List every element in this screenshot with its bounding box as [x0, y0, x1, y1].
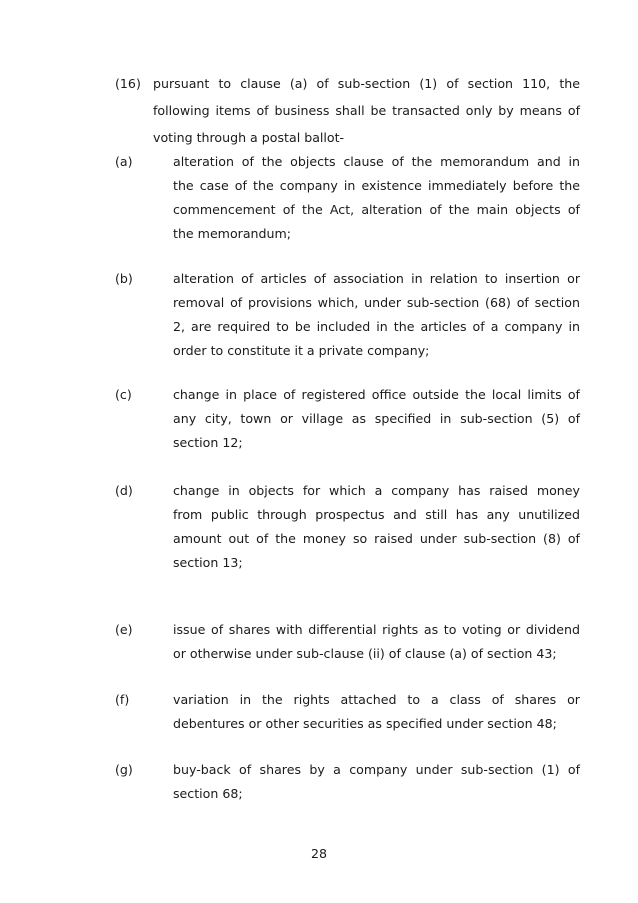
item-f-line: debentures or other securities as specified under section 48; [173, 716, 557, 731]
item-c-line: change in place of registered office outside the local limits of [173, 387, 580, 402]
item-b-line: order to constitute it a private company; [173, 343, 430, 358]
item-f-line: variation in the rights attached to a class of shares or [173, 692, 580, 707]
item-b-line: 2, are required to be included in the articles of a company in [173, 319, 580, 334]
item-b-line: removal of provisions which, under sub-section (68) of section [173, 295, 580, 310]
item-a-line: alteration of the objects clause of the memorandum and in [173, 154, 580, 169]
item-label-e: (e) [115, 622, 133, 637]
item-label-b: (b) [115, 271, 133, 286]
item-c-line: any city, town or village as specified in sub-section (5) of [173, 411, 580, 426]
intro-line: voting through a postal ballot- [153, 130, 345, 145]
item-e-line: issue of shares with differential rights as to voting or dividend [173, 622, 580, 637]
item-a-line: the memorandum; [173, 226, 292, 241]
item-label-c: (c) [115, 387, 132, 402]
item-d-line: amount out of the money so raised under sub-section (8) of [173, 531, 580, 546]
item-e-line: or otherwise under sub-clause (ii) of clause (a) of section 43; [173, 646, 557, 661]
item-b-line: alteration of articles of association in relation to insertion or [173, 271, 580, 286]
item-a-line: commencement of the Act, alteration of the main objects of [173, 202, 580, 217]
item-c-line: section 12; [173, 435, 243, 450]
intro-line: pursuant to clause (a) of sub-section (1) of section 110, the [153, 76, 580, 91]
item-label-d: (d) [115, 483, 133, 498]
item-g-line: section 68; [173, 786, 243, 801]
item-d-line: from public through prospectus and still has any unutilized [173, 507, 580, 522]
item-label-a: (a) [115, 154, 133, 169]
item-label-g: (g) [115, 762, 133, 777]
page-number: 28 [310, 846, 328, 861]
item-a-line: the case of the company in existence immediately before the [173, 178, 580, 193]
item-g-line: buy-back of shares by a company under sub-section (1) of [173, 762, 580, 777]
clause-number: (16) [115, 76, 141, 91]
item-d-line: section 13; [173, 555, 243, 570]
intro-line: following items of business shall be transacted only by means of [153, 103, 580, 118]
item-d-line: change in objects for which a company has raised money [173, 483, 580, 498]
item-label-f: (f) [115, 692, 130, 707]
